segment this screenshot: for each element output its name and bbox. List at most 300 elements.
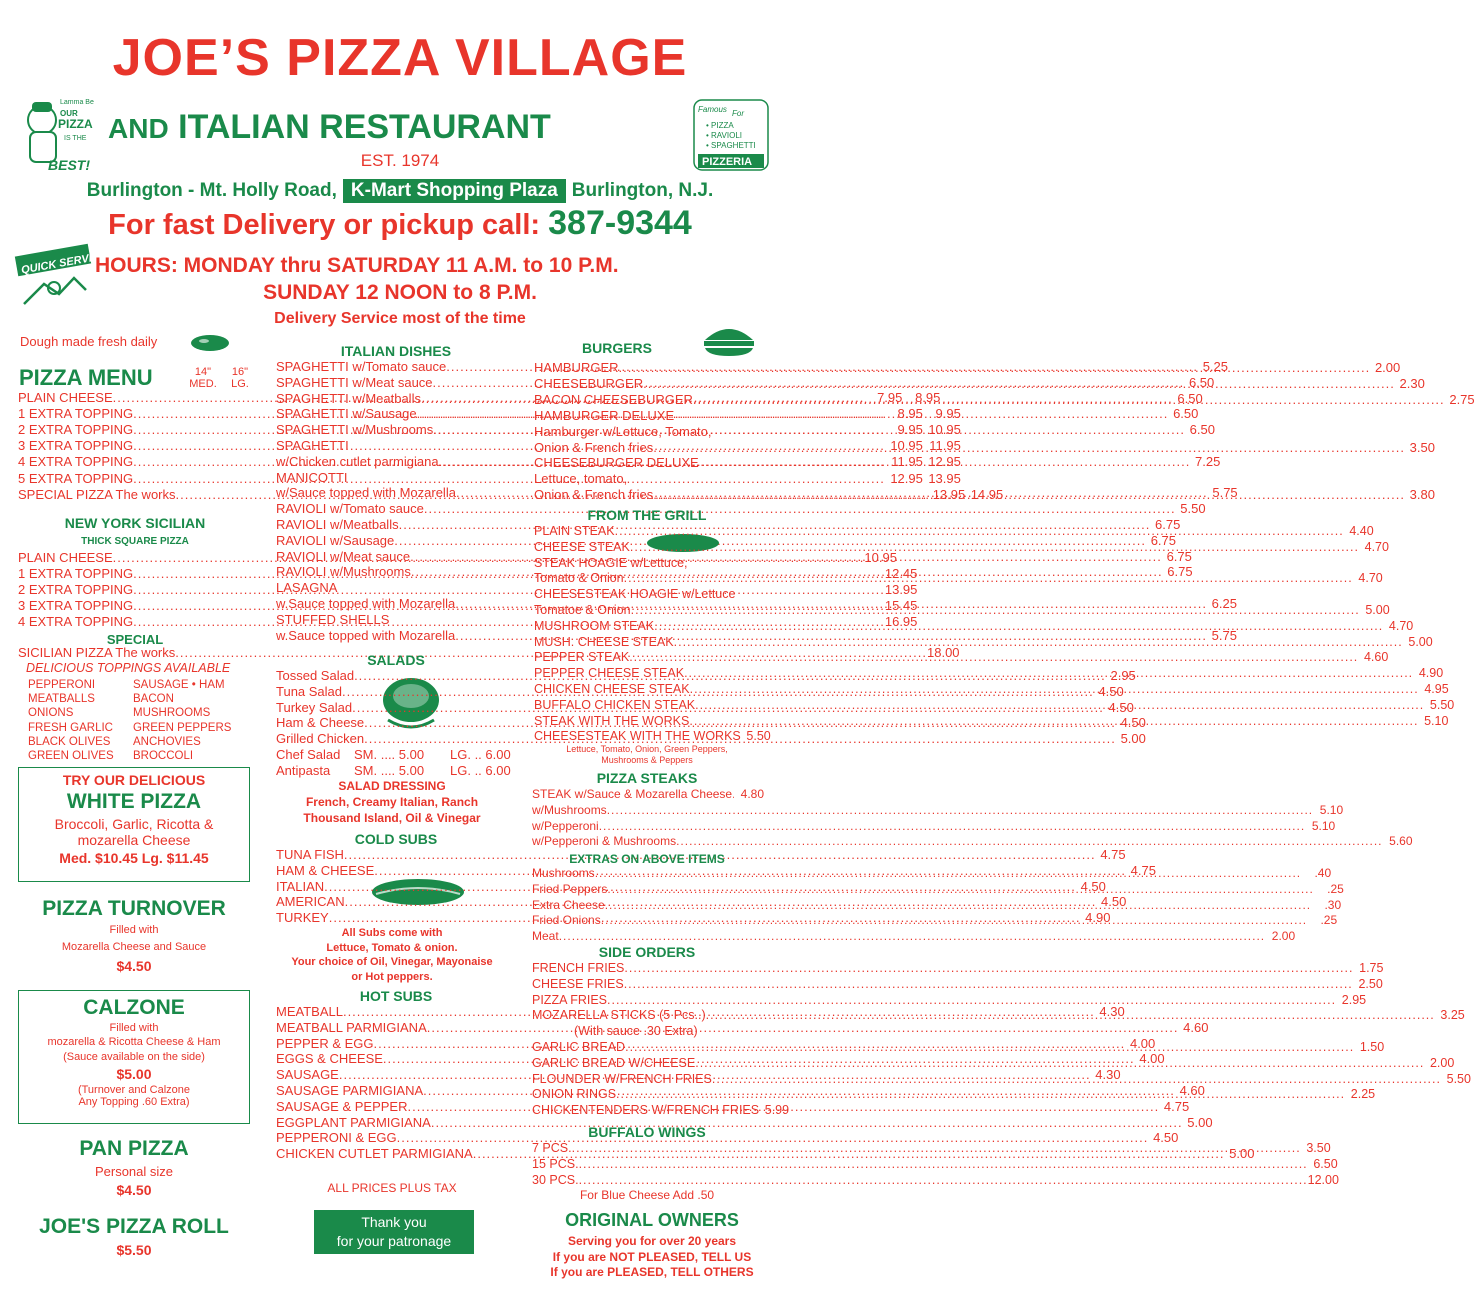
item-price: 4.80 (740, 787, 764, 801)
item-price: 6.50 (1313, 1156, 1338, 1171)
item-name: CHICKENTENDERS W/FRENCH FRIES (532, 1103, 760, 1118)
italian-dishes-title: ITALIAN DISHES (340, 343, 452, 359)
item-name: MEATBALL (276, 1004, 343, 1019)
address (30, 179, 770, 203)
svg-text:• SPAGHETTI: • SPAGHETTI (706, 141, 756, 150)
item-price: 5.00 (1229, 1146, 1255, 1162)
calzone-box (18, 990, 250, 1124)
hours-weekday: HOURS: MONDAY thru SATURDAY 11 A.M. to 10 P.M. (95, 254, 619, 277)
svg-text:QUICK SERVICE: QUICK SERVICE (20, 249, 108, 277)
item-price-lg: 10.95 (928, 422, 961, 438)
topping-item: MEATBALLS (28, 693, 95, 706)
hours-sunday: SUNDAY 12 NOON to 8 P.M. (263, 281, 537, 304)
burgers-title: BURGERS (581, 340, 652, 356)
toppings-right-list (133, 678, 231, 763)
address-plaza: K-Mart Shopping Plaza (343, 179, 566, 203)
item-price: 3.50 (1409, 439, 1435, 455)
calzone-line4: (Turnover and Calzone (77, 1084, 191, 1096)
subs-note: All Subs come with Lettuce, Tomato & onion. Your choice of Oil, Vinegar, Mayonaise or Hot peppers. (291, 927, 493, 983)
item-name: Grilled Chicken (276, 731, 365, 747)
item-price: 2.75 (1449, 391, 1475, 407)
side-order-row (532, 1102, 790, 1118)
restaurant-title: JOE’S PIZZA VILLAGE (112, 29, 688, 87)
item-price: 4.00 (1129, 1035, 1156, 1051)
calzone-price: $5.00 (116, 1066, 152, 1082)
owners-title: ORIGINAL OWNERS (565, 1210, 739, 1230)
special-title: SPECIAL (106, 632, 164, 647)
item-name: EGGPLANT PARMIGIANA (276, 1114, 431, 1130)
works-note: Lettuce, Tomato, Onion, Green Peppers, Mushrooms & Peppers (566, 744, 728, 765)
item-price: 5.00 (1408, 634, 1433, 649)
hot-subs-title: HOT SUBS (359, 988, 433, 1004)
topping-item: GREEN OLIVES (28, 750, 114, 763)
item-name: BUFFALO CHICKEN STEAK (534, 697, 696, 712)
svg-text:For: For (732, 109, 744, 118)
item-name: SPAGHETTI w/Tomato sauce (276, 359, 447, 374)
item-name: ONION RINGS (532, 1087, 617, 1102)
item-price: 12.00 (1307, 1172, 1339, 1187)
prices-tax-note: ALL PRICES PLUS TAX (327, 1181, 457, 1195)
item-name: 2 EXTRA TOPPING (18, 582, 134, 597)
italian-dish-row (276, 438, 512, 454)
item-price: 5.50 (1446, 1071, 1471, 1086)
item-price: 4.50 (1120, 715, 1146, 731)
dough-note: Dough made fresh daily (20, 334, 158, 349)
item-name: Mushrooms (532, 866, 595, 880)
item-price: 2.95 (1110, 668, 1136, 683)
burger-row (534, 424, 766, 440)
item-price: 4.60 (1363, 650, 1389, 665)
item-name: Turkey Salad (276, 699, 353, 715)
italian-dish-row (276, 612, 512, 628)
item-price: 4.60 (1179, 1083, 1205, 1098)
turnover-line2: Mozarella Cheese and Sauce (61, 941, 207, 953)
pan-pizza-price: $4.50 (116, 1182, 152, 1198)
item-name: w/Sauce topped with Mozarella (276, 485, 456, 501)
item-name: RAVIOLI w/Sausage (276, 532, 395, 548)
svg-text:• PIZZA: • PIZZA (706, 121, 734, 130)
item-name: SAUSAGE (276, 1067, 339, 1083)
pizza-steak-row (532, 818, 1336, 834)
chef-salad-row: Chef Salad SM. .... 5.00 LG. .. 6.00 (276, 747, 511, 762)
burger-row (534, 408, 766, 424)
item-name: PLAIN STEAK (534, 524, 615, 538)
item-name: 2 EXTRA TOPPING (18, 422, 134, 438)
item-price: 2.25 (1350, 1087, 1376, 1102)
italian-dish-row (276, 470, 512, 486)
item-price: 4.30 (1099, 1004, 1125, 1019)
item-name: TURKEY (276, 910, 329, 926)
item-name: Extra Cheese (532, 897, 605, 912)
topping-item: PEPPERONI (28, 679, 96, 691)
item-price: 4.50 (1101, 894, 1127, 910)
item-name: w.Sauce topped with Mozarella (276, 627, 456, 643)
item-name: Onion & French fries (534, 439, 654, 455)
topping-item: BROCCOLI (133, 750, 194, 763)
item-price: 6.50 (1188, 374, 1215, 390)
item-price: 4.40 (1349, 524, 1374, 538)
thank-you-banner: Thank you for your patronage (314, 1210, 474, 1254)
item-price: 1.75 (1359, 961, 1384, 975)
item-name: CHICKEN CUTLET PARMIGIANA (276, 1146, 473, 1162)
salad-dressing-line1: French, Creamy Italian, Ranch (305, 795, 479, 809)
item-name: RAVIOLI w/Meat sauce (276, 548, 411, 564)
item-name: ITALIAN (276, 878, 325, 894)
svg-text:OUR: OUR (60, 109, 78, 118)
extras-title: EXTRAS ON ABOVE ITEMS (569, 852, 725, 866)
topping-item: BLACK OLIVES (28, 735, 111, 748)
item-price: 6.75 (1155, 517, 1181, 532)
item-name: 4 EXTRA TOPPING (18, 614, 134, 629)
topping-item: FRESH GARLIC (28, 721, 113, 734)
restaurant-subtitle (108, 108, 551, 147)
svg-text:• RAVIOLI: • RAVIOLI (706, 131, 742, 140)
item-name: HAMBURGER (534, 360, 619, 375)
antipasta-row: Antipasta SM. .... 5.00 LG. .. 6.00 (276, 763, 511, 778)
white-pizza-box (18, 767, 250, 882)
pizza-steak-row (532, 802, 1344, 818)
svg-text:IS THE: IS THE (64, 135, 87, 142)
item-price: 3.25 (1440, 1008, 1465, 1023)
item-name: PEPPER STEAK (534, 650, 630, 665)
item-price: 4.30 (1095, 1067, 1121, 1083)
item-name: Lettuce, tomato, (534, 471, 628, 487)
item-price: 5.75 (1211, 627, 1237, 643)
item-name: CHEESEBURGER (534, 375, 644, 391)
item-name: CHEESESTEAK WITH THE WORKS (534, 729, 741, 744)
subtitle-and: AND (108, 113, 169, 144)
item-price: 16.95 (884, 614, 918, 629)
calzone-line5: Any Topping .60 Extra) (78, 1096, 190, 1108)
item-name: Fried Peppers (532, 881, 608, 896)
topping-item: BACON (133, 693, 174, 706)
item-price: 5.10 (1311, 818, 1336, 833)
item-name: FRENCH FRIES (532, 961, 625, 975)
item-name: w/Pepperoni & Mushrooms (532, 834, 677, 849)
item-price: 6.50 (1189, 422, 1215, 438)
item-price-lg: 13.95 (928, 470, 961, 486)
svg-text:Lamma Be: Lamma Be (60, 99, 94, 106)
item-name: STEAK w/Sauce & Mozarella Cheese (532, 787, 733, 801)
item-price: 4.75 (1100, 847, 1126, 862)
calzone-line2: mozarella & Ricotta Cheese & Ham (47, 1036, 221, 1048)
calzone-line3: (Sauce available on the side) (63, 1051, 205, 1063)
item-price: 5.00 (1120, 731, 1146, 747)
italian-dish-row (276, 580, 512, 596)
pan-pizza-title: PAN PIZZA (79, 1137, 189, 1160)
item-price: 4.70 (1388, 618, 1414, 633)
item-name: CHEESEBURGER DELUXE (534, 455, 699, 471)
address-left: Burlington - Mt. Holly Road, (86, 180, 337, 201)
item-price: 2.00 (1429, 1055, 1455, 1070)
item-price: 4.60 (1183, 1019, 1209, 1035)
delivery-note: Delivery Service most of the time (274, 310, 526, 327)
item-name: SAUSAGE PARMIGIANA (276, 1083, 424, 1098)
item-name: w/Pepperoni (532, 818, 599, 833)
item-price-lg: 11.95 (929, 438, 961, 454)
item-price: 6.75 (1150, 532, 1176, 548)
topping-item: ANCHOVIES (133, 735, 201, 748)
item-price: 12.45 (884, 566, 918, 581)
item-name: CHICKEN CHEESE STEAK (534, 682, 690, 696)
item-name: SPAGHETTI w/Sausage (276, 406, 417, 422)
item-name: w/Chicken cutlet parmigiana (276, 453, 439, 469)
side-order-row (532, 1023, 764, 1039)
item-name: 30 PCS. (532, 1172, 579, 1187)
topping-item: SAUSAGE • HAM (133, 679, 225, 691)
item-name: HAM & CHEESE (276, 862, 375, 878)
item-name: PEPPERONI & EGG (276, 1130, 397, 1146)
item-price: 4.50 (1080, 878, 1106, 894)
item-name: CHEESESTEAK HOAGIE w/Lettuce (534, 587, 736, 602)
item-name: w/Mushrooms (532, 802, 607, 817)
item-name: GARLIC BREAD W/CHEESE (532, 1055, 696, 1070)
item-price: 4.75 (1163, 1098, 1190, 1114)
item-name: PIZZA FRIES (532, 992, 608, 1007)
item-name: PLAIN CHEESE (18, 390, 113, 405)
sicilian-subtitle: THICK SQUARE PIZZA (81, 536, 189, 547)
item-price: 5.25 (1202, 359, 1228, 374)
item-name: PEPPER & EGG (276, 1035, 374, 1051)
white-pizza-intro: TRY OUR DELICIOUS (62, 772, 206, 788)
item-name: SPAGHETTI w/Meatballs (276, 390, 421, 406)
item-price: 2.00 (1271, 929, 1296, 944)
item-name: 7 PCS. (532, 1141, 572, 1155)
turnover-title: PIZZA TURNOVER (42, 897, 226, 920)
item-price: 5.60 (1389, 834, 1413, 849)
item-name: SPAGHETTI (276, 438, 349, 453)
delivery-line (0, 204, 800, 243)
item-price: 4.75 (1130, 862, 1156, 878)
wings-title: BUFFALO WINGS (588, 1124, 706, 1140)
topping-item: GREEN PEPPERS (133, 721, 232, 734)
item-name: Tomato & Onion (534, 571, 624, 586)
item-price: 2.95 (1341, 992, 1367, 1007)
item-name: STUFFED SHELLS (276, 611, 390, 627)
item-name: FLOUNDER W/FRENCH FRIES (532, 1071, 712, 1086)
item-price: 3.50 (1306, 1141, 1331, 1155)
item-price: 4.70 (1364, 539, 1389, 554)
item-price: 5.10 (1424, 713, 1449, 728)
topping-item: ONIONS (28, 707, 74, 720)
salad-dressing-line2: Thousand Island, Oil & Vinegar (303, 811, 481, 825)
address-right: Burlington, N.J. (571, 180, 714, 201)
size-lg-header: 16" LG. (231, 366, 249, 390)
grill-row (534, 555, 766, 571)
item-price-med: 8.95 (897, 406, 923, 422)
sicilian-title: NEW YORK SICILIAN (64, 515, 206, 531)
side-order-row (532, 960, 1384, 976)
pizza-steak-row (532, 786, 764, 802)
item-price: 5.00 (1187, 1114, 1213, 1130)
item-name: STEAK HOAGIE w/Lettuce, (534, 555, 688, 570)
item-name: GARLIC BREAD (532, 1040, 626, 1054)
blue-cheese-note: For Blue Cheese Add .50 (579, 1188, 715, 1202)
item-name: 4 EXTRA TOPPING (18, 454, 134, 470)
item-price: 4.50 (1153, 1130, 1179, 1146)
item-name: SPECIAL PIZZA The works (18, 486, 176, 502)
special-sicilian-row: SICILIAN PIZZA The works ..... 18.00 (18, 645, 250, 661)
item-name: Tossed Salad (276, 668, 355, 683)
item-name: CHEESE FRIES (532, 976, 624, 991)
item-name: Hamburger w/Lettuce, Tomato, (534, 423, 712, 439)
pizza-steak-row (532, 833, 1413, 849)
item-name: 1 EXTRA TOPPING (18, 406, 134, 422)
item-name: RAVIOLI w/Mushrooms (276, 564, 411, 580)
white-pizza-prices: Med. $10.45 Lg. $11.45 (59, 850, 209, 866)
item-name: Tuna Salad (276, 683, 343, 699)
established-year: EST. 1974 (360, 151, 440, 170)
item-price: 4.90 (1085, 910, 1111, 926)
item-name: SPAGHETTI w/Mushrooms (276, 422, 434, 438)
grill-row (534, 649, 1389, 665)
toppings-title: DELICIOUS TOPPINGS AVAILABLE (26, 661, 231, 675)
item-name: SAUSAGE & PEPPER (276, 1098, 408, 1114)
item-price: 4.95 (1424, 682, 1449, 696)
item-name: MEATBALL PARMIGIANA (276, 1019, 427, 1035)
item-price-med: 11.95 (891, 454, 923, 470)
item-price: 5.99 (764, 1103, 790, 1118)
item-price-med: 9.95 (897, 422, 923, 438)
item-name: 15 PCS. (532, 1156, 579, 1171)
item-name: Onion & French fries (534, 487, 654, 503)
item-price: 2.30 (1399, 375, 1425, 391)
size-med-header: 14" MED. (189, 366, 217, 390)
item-name: Ham & Cheese (276, 715, 365, 731)
side-order-row (532, 992, 1367, 1008)
item-name: PLAIN CHEESE (18, 550, 113, 565)
item-price: 4.90 (1418, 666, 1444, 681)
white-pizza-desc2: mozarella Cheese (77, 832, 191, 848)
item-price: 1.50 (1359, 1040, 1385, 1054)
item-price-lg: 14.95 (970, 486, 1004, 502)
item-price-med: 10.95 (890, 438, 923, 454)
pizza-roll-title: JOE'S PIZZA ROLL (39, 1215, 229, 1238)
subtitle-main: ITALIAN RESTAURANT (178, 108, 551, 146)
item-price: 7.25 (1195, 453, 1221, 469)
side-order-row (532, 976, 1383, 992)
burger-row (534, 471, 766, 487)
item-name: MANICOTTI (276, 469, 348, 485)
svg-text:BEST!: BEST! (48, 157, 90, 173)
item-name: Tomatoe & Onion (534, 603, 631, 617)
white-pizza-title: WHITE PIZZA (66, 790, 202, 813)
item-name: RAVIOLI w/Tomato sauce (276, 501, 424, 517)
pizza-roll-price: $5.50 (116, 1242, 152, 1258)
grill-row (534, 586, 766, 602)
item-name: MUSHROOM STEAK (534, 618, 655, 633)
item-name: 3 EXTRA TOPPING (18, 598, 134, 613)
toppings-left-list (28, 678, 114, 763)
extra-row (532, 928, 1296, 944)
item-name: CHEESE STEAK (534, 539, 630, 554)
wings-row (532, 1156, 1338, 1172)
item-price: 5.50 (746, 729, 771, 744)
item-price: 5.10 (1319, 802, 1344, 817)
item-price: .40 (1314, 866, 1332, 880)
item-price: 4.50 (1108, 699, 1134, 715)
item-name: PEPPER CHEESE STEAK (534, 666, 685, 681)
svg-text:Famous: Famous (698, 105, 727, 114)
grill-row (534, 728, 771, 744)
turnover-line1: Filled with (109, 924, 159, 936)
item-price: 6.75 (1167, 564, 1193, 580)
item-name: MOZARELLA STICKS (5 Pcs..) (532, 1008, 706, 1023)
item-name: (With sauce .30 Extra) (574, 1024, 698, 1039)
white-pizza-desc1: Broccoli, Garlic, Ricotta & (54, 816, 214, 832)
item-name: w.Sauce topped with Mozarella (276, 596, 456, 611)
item-price: 2.00 (1374, 360, 1401, 375)
item-name: 5 EXTRA TOPPING (18, 470, 134, 486)
item-price: 13.95 (884, 582, 918, 597)
item-price: 3.80 (1409, 487, 1435, 503)
svg-text:PIZZERIA: PIZZERIA (702, 156, 753, 168)
burger-row (534, 455, 766, 471)
item-name: RAVIOLI w/Meatballs (276, 517, 399, 532)
item-price: .25 (1320, 913, 1338, 928)
item-name: Meat (532, 929, 559, 944)
item-price: 6.25 (1211, 596, 1237, 611)
item-name: MUSH. CHEESE STEAK (534, 634, 674, 649)
item-name: HAMBURGER DELUXE (534, 407, 675, 423)
item-price: 5.75 (1212, 485, 1238, 501)
svg-text:PIZZA: PIZZA (58, 117, 93, 131)
burger-icon (700, 322, 758, 363)
pizza-steaks-title: PIZZA STEAKS (596, 770, 698, 786)
item-price: 5.50 (1180, 501, 1206, 517)
item-price: 5.00 (1365, 603, 1390, 617)
turnover-price: $4.50 (116, 958, 152, 974)
grill-title: FROM THE GRILL (587, 507, 707, 523)
item-price-med: 12.95 (890, 470, 923, 486)
item-price: .30 (1324, 897, 1342, 912)
pizza-menu-title: PIZZA MENU (19, 365, 153, 390)
item-price-med: 7.95 (877, 390, 903, 405)
delivery-text: For fast Delivery or pickup call: (108, 209, 541, 241)
item-price: 6.50 (1177, 390, 1203, 406)
item-name: BACON CHEESEBURGER (534, 391, 693, 407)
item-price-lg: 12.95 (928, 454, 961, 470)
calzone-title: CALZONE (83, 996, 185, 1019)
wings-row (532, 1172, 1339, 1188)
item-price: .25 (1327, 881, 1344, 896)
item-name: TUNA FISH (276, 847, 344, 862)
item-name: AMERICAN (276, 894, 345, 910)
item-name: SPAGHETTI w/Meat sauce (276, 374, 433, 390)
item-name: STEAK WITH THE WORKS (534, 713, 690, 728)
item-name: 3 EXTRA TOPPING (18, 438, 134, 454)
item-price: 5.50 (1429, 697, 1455, 712)
calzone-line1: Filled with (109, 1022, 159, 1034)
item-price-lg: 9.95 (935, 406, 961, 422)
side-orders-title: SIDE ORDERS (598, 944, 696, 960)
item-name: EGGS & CHEESE (276, 1051, 383, 1067)
topping-item: MUSHROOMS (133, 707, 211, 720)
item-price: 4.00 (1139, 1051, 1165, 1067)
item-price: 15.45 (884, 598, 918, 613)
pan-pizza-size: Personal size (94, 1164, 174, 1179)
phone-number[interactable]: 387-9344 (548, 204, 692, 242)
item-price: 2.50 (1358, 976, 1383, 991)
salad-dressing-title: SALAD DRESSING (338, 779, 446, 793)
item-price: 6.50 (1173, 406, 1199, 422)
pepper-icon (188, 331, 232, 360)
item-name: Fried Onions (532, 913, 601, 928)
item-price-lg: 8.95 (915, 390, 941, 405)
item-name: LASAGNA (276, 580, 338, 596)
item-price: 4.50 (1098, 683, 1124, 699)
cold-subs-title: COLD SUBS (354, 831, 438, 847)
